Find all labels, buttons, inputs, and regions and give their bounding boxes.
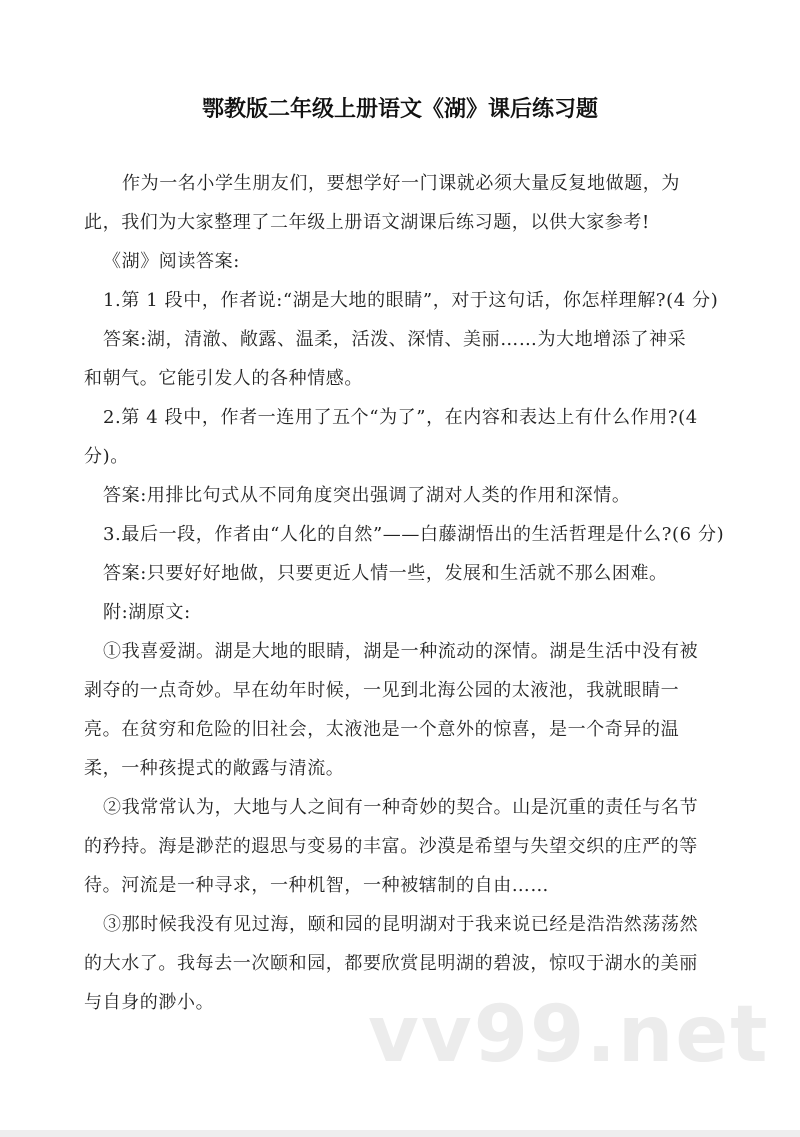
- text-line: 亮。在贫穷和危险的旧社会，太液池是一个意外的惊喜，是一个奇异的温: [84, 719, 680, 740]
- page-bottom-edge: [0, 1130, 800, 1137]
- document-title: 鄂教版二年级上册语文《湖》课后练习题: [201, 97, 598, 122]
- text-line: 与自身的渺小。: [84, 992, 215, 1013]
- text-line: ③那时候我没有见过海，颐和园的昆明湖对于我来说已经是浩浩然荡荡然: [103, 914, 699, 935]
- text-line: 柔，一种孩提式的敞露与清流。: [84, 758, 345, 779]
- text-line: 此，我们为大家整理了二年级上册语文湖课后练习题，以供大家参考!: [84, 212, 650, 233]
- text-line: 2.第 4 段中，作者一连用了五个“为了”，在内容和表达上有什么作用?(4: [103, 407, 698, 428]
- text-line: 和朝气。它能引发人的各种情感。: [84, 368, 363, 389]
- text-line: 答案:用排比句式从不同角度突出强调了湖对人类的作用和深情。: [103, 485, 631, 506]
- text-line: ①我喜爱湖。湖是大地的眼睛，湖是一种流动的深情。湖是生活中没有被: [103, 641, 699, 662]
- text-line: 作为一名小学生朋友们，要想学好一门课就必须大量反复地做题，为: [122, 173, 680, 194]
- text-line: 《湖》阅读答案:: [103, 251, 240, 272]
- text-line: 3.最后一段，作者由“人化的自然”——白藤湖悟出的生活哲理是什么?(6 分): [103, 524, 725, 545]
- text-line: 待。河流是一种寻求，一种机智，一种被辖制的自由……: [84, 875, 549, 896]
- text-line: 答案:湖，清澈、敞露、温柔，活泼、深情、美丽……为大地增添了神采: [103, 329, 687, 350]
- text-line: 的大水了。我每去一次颐和园，都要欣赏昆明湖的碧波，惊叹于湖水的美丽: [84, 953, 698, 974]
- text-line: 剥夺的一点奇妙。早在幼年时候，一见到北海公园的太液池，我就眼睛一: [84, 680, 680, 701]
- text-line: 附:湖原文:: [103, 602, 191, 623]
- watermark: vv99.net: [368, 990, 770, 1080]
- text-line: 分)。: [84, 446, 129, 467]
- text-line: 答案:只要好好地做，只要更近人情一些，发展和生活就不那么困难。: [103, 563, 668, 584]
- text-line: ②我常常认为，大地与人之间有一种奇妙的契合。山是沉重的责任与名节: [103, 797, 699, 818]
- text-line: 1.第 1 段中，作者说:“湖是大地的眼睛”，对于这句话，你怎样理解?(4 分): [103, 290, 719, 311]
- text-line: 的矜持。海是渺茫的遐思与变易的丰富。沙漠是希望与失望交织的庄严的等: [84, 836, 698, 857]
